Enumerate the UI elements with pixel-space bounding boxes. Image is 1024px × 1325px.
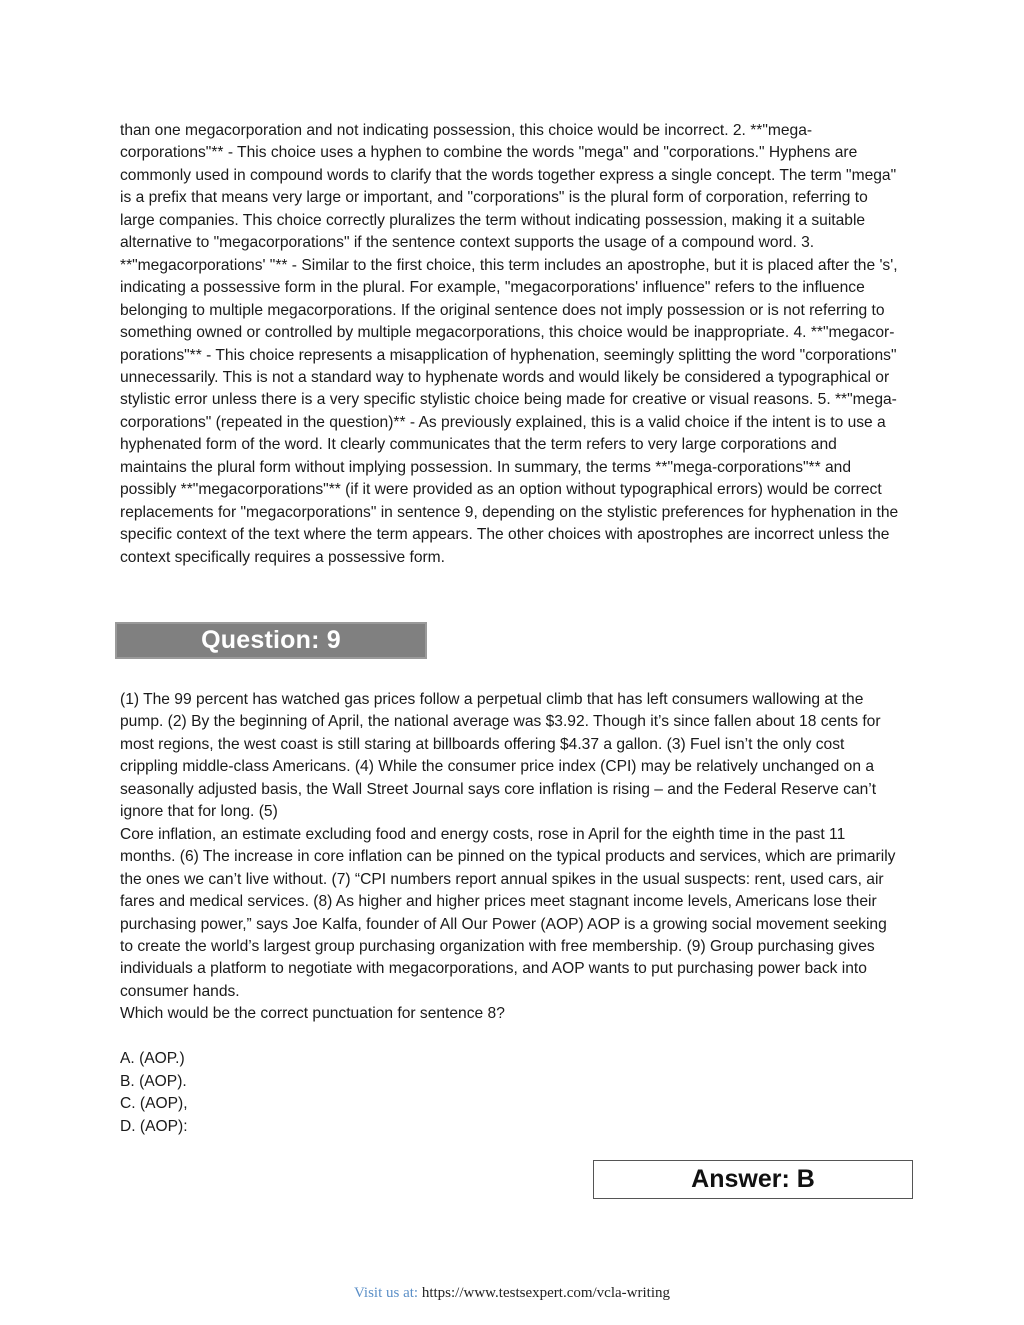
question-prompt: Which would be the correct punctuation for sentence 8? [120,1005,505,1023]
answer-box [593,1160,913,1199]
footer [0,1285,1024,1302]
option-b: B. (AOP). [120,1072,187,1090]
option-a: A. (AOP.) [120,1050,185,1068]
footer-visit-label: Visit us at: [353,1285,422,1301]
footer-url-link[interactable]: https://www.testsexpert.com/vcla-writing [421,1285,670,1301]
question-passage: (1) The 99 percent has watched gas prices follow a perpetual climb that has left consumers wallowing at the pump. (2) By the beginning of April, the national average was $3.92. Though it’s since fallen about 18 cents for most regions, the west coast is still staring at billboards offering $4.37 a gallon. (3) Fuel isn’t the only cost crippling middle-class Americans. (4) While the consumer price index (CPI) may be relatively unchanged on a seasonally adjusted basis, the Wall Street Journal says core inflation is rising – and the Federal Reserve can’t ignore that for long. (5) Core inflation, an estimate excluding food and energy costs, rose in April for the eighth time in the past 11 months. (6) The increase in core inflation can be pinned on the typical products and services, which are primarily the ones we can’t live without. (7) “CPI numbers report annual spikes in the usual suspects: rent, used cars, air fares and medical services. (8) As higher and higher prices meet stagnant income levels, Americans lose their purchasing power,” says Joe Kalfa, founder of All Our Power (AOP) AOP is a growing social movement seeking to create the world’s largest group purchasing organization with free membership. (9) Group purchasing gives individuals a platform to negotiate with megacorporations, and AOP wants to put purchasing power back into consumer hands. [120,691,896,1000]
explanation-text: than one megacorporation and not indicating possession, this choice would be incorrect. 2. **"mega-corporations"** - This choice uses a hyphen to combine the words "mega" and "corporations." Hyphens are commonly used in compound words to clarify that the words together express a single concept. The term "mega" is a prefix that means very large or important, and "corporations" is the plural form of corporation, referring to large companies. This choice correctly pluralizes the term without indicating possession, making it a suitable alternative to "megacorporations" if the sentence context supports the usage of a compound word. 3. **"megacorporations' "** - Similar to the first choice, this term includes an apostrophe, but it is placed after the 's', indicating a possessive form in the plural. For example, "megacorporations' influence" refers to the influence belonging to multiple megacorporations. If the original sentence does not imply possession or is not referring to something owned or controlled by multiple megacorporations, this choice would be inappropriate. 4. **"megacor-porations"** - This choice represents a misapplication of hyphenation, seemingly splitting the word "corporations" unnecessarily. This is not a standard way to hyphenate words and would likely be considered a typographical or stylistic error unless there is a very specific stylistic choice being made for creative or visual reasons. 5. **"mega-corporations" (repeated in the question)** - As previously explained, this is a valid choice if the intent is to use a hyphenated form of the word. It clearly communicates that the term refers to very large corporations and maintains the plural form without implying possession. In summary, the terms **"mega-corporations"** and possibly **"megacorporations"** (if it were provided as an option without typographical errors) would be correct replacements for "megacorporations" in sentence 9, depending on the stylistic preferences for hyphenation in the specific context of the text where the term appears. The other choices with apostrophes are incorrect unless the context specifically requires a possessive form. [120,122,899,566]
question-header [115,622,427,659]
question-title: Question: 9 [201,626,341,654]
option-d: D. (AOP): [120,1117,188,1135]
question-body [120,689,904,1138]
answer-options [120,1048,904,1138]
answer-label: Answer: B [691,1165,815,1193]
option-c: C. (AOP), [120,1095,188,1113]
